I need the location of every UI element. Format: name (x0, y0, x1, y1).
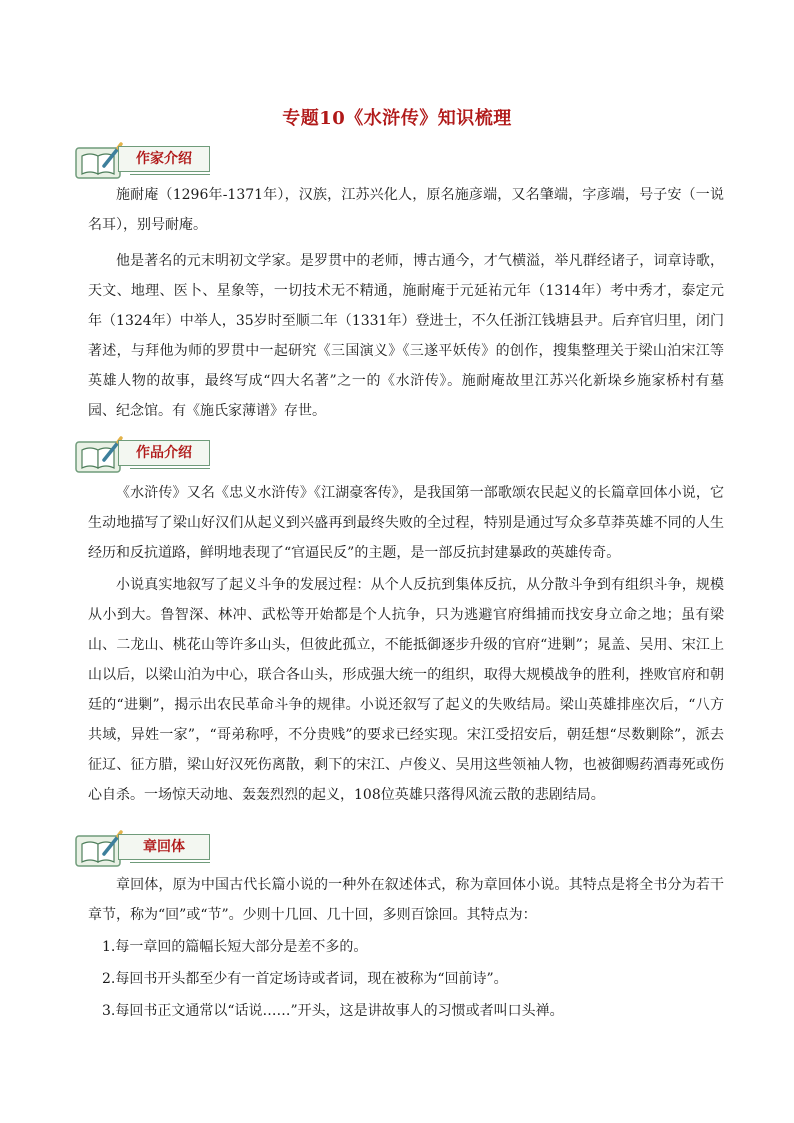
paragraph: 章回体，原为中国古代长篇小说的一种外在叙述体式，称为章回体小说。其特点是将全书分为若干章节，称为“回”或“节”。少则十几回、几十回，多则百馀回。其特点为： (88, 877, 724, 923)
paragraph: 施耐庵（1296年-1371年），汉族，江苏兴化人，原名施彦端，又名肇端，字彦端，号子安（一说名耳），别号耐庵。 (88, 187, 724, 233)
list-item: 3.每回书正文通常以“话说……”开头，这是讲故事人的习惯或者叫口头禅。 (102, 1003, 564, 1019)
page-title: 专题10《水浒传》知识梳理 (282, 108, 512, 129)
section-label: 作家介绍 (136, 151, 192, 167)
section-label: 章回体 (143, 839, 185, 855)
paragraph: 小说真实地叙写了起义斗争的发展过程：从个人反抗到集体反抗，从分散斗争到有组织斗争，规模从小到大。鲁智深、林冲、武松等开始都是个人抗争，只为逃避官府缉捕而找安身立命之地；虽有梁山、二龙山、桃花山等许多山头，但彼此孤立，不能抵御逐步升级的官府“进剿”；晁盖、吴用、宋江上山以后，以梁山泊为中心，联合各山头，形成强大统一的组织，取得大规模战争的胜利，挫败官府和朝廷的“进剿”，揭示出农民革命斗争的规律。小说还叙写了起义的失败结局。梁山英雄排座次后，“八方共域，异姓一家”，“哥弟称呼，不分贵贱”的要求已经实现。宋江受招安后，朝廷想“尽数剿除”，派去征辽、征方腊，梁山好汉死伤离散，剩下的宋江、卢俊义、吴用这些领袖人物，也被御赐药酒毒死或伤心自杀。一场惊天动地、轰轰烈烈的起义，108位英雄只落得风流云散的悲剧结局。 (88, 577, 724, 803)
section-heading-author (74, 142, 214, 182)
list-item: 2.每回书开头都至少有一首定场诗或者词，现在被称为“回前诗”。 (102, 971, 508, 987)
list-item: 1.每一章回的篇幅长短大部分是差不多的。 (102, 939, 368, 955)
paragraph: 《水浒传》又名《忠义水浒传》《江湖豪客传》，是我国第一部歌颂农民起义的长篇章回体小说，它生动地描写了梁山好汉们从起义到兴盛再到最终失败的全过程，特别是通过写众多草莽英雄不同的人生经历和反抗道路，鲜明地表现了“官逼民反”的主题，是一部反抗封建暴政的英雄传奇。 (88, 485, 724, 561)
section-underline (130, 468, 210, 469)
section-underline (130, 862, 210, 863)
section-heading-chapter-style (74, 830, 214, 870)
section-label: 作品介绍 (136, 445, 192, 461)
section-underline (130, 174, 210, 175)
section-heading-work (74, 436, 214, 476)
paragraph: 他是著名的元末明初文学家。是罗贯中的老师，博古通今，才气横溢，举凡群经诸子，词章诗歌，天文、地理、医卜、星象等，一切技术无不精通，施耐庵于元延祐元年（1314年）考中秀才，泰定元年（1324年）中举人，35岁时至顺二年（1331年）登进士，不久任浙江钱塘县尹。后弃官归里，闭门著述，与拜他为师的罗贯中一起研究《三国演义》《三遂平妖传》的创作，搜集整理关于梁山泊宋江等英雄人物的故事，最终写成“四大名著”之一的《水浒传》。施耐庵故里江苏兴化新垛乡施家桥村有墓园、纪念馆。有《施氏家薄谱》存世。 (88, 253, 724, 419)
